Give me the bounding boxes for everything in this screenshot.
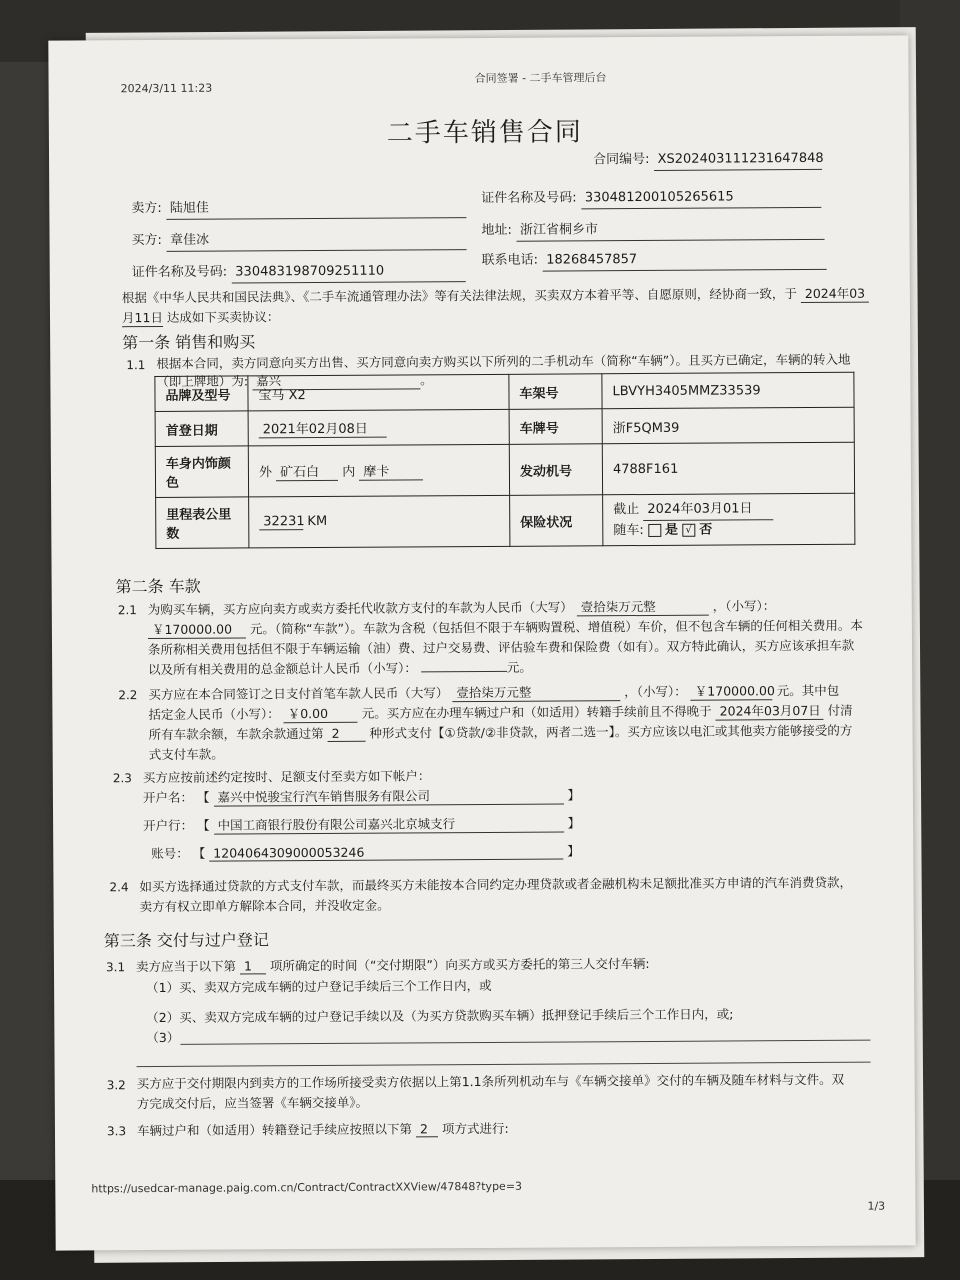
bracket-right: 】	[567, 787, 580, 803]
interior-color: 摩卡	[359, 460, 423, 480]
engine-label: 发动机号	[509, 444, 602, 496]
clause-2-2-number: 2.2	[118, 688, 138, 703]
delivery-option-3-label: （3）	[146, 1029, 180, 1046]
account-number-label: 账号：	[151, 845, 189, 862]
total-amount-blank[interactable]	[421, 671, 507, 673]
bank-name: 中国工商银行股份有限公司嘉兴北京城支行	[214, 814, 564, 835]
clause-2-2-amount: ￥170000.00	[691, 681, 773, 701]
address-row	[481, 218, 824, 242]
bank-label: 开户行：	[143, 817, 194, 834]
account-number-row	[151, 841, 580, 862]
clause-2-2-small-label: ，（小写）：	[624, 683, 687, 700]
bracket-right: 】	[567, 815, 581, 831]
deposit-amount: ￥0.00	[284, 704, 358, 723]
plate-value: 浙F5QM39	[602, 407, 854, 444]
contract-number-row	[593, 148, 822, 171]
engine-value: 4788F161	[602, 442, 854, 495]
plate-label: 车牌号	[509, 409, 602, 445]
no-checkbox-checked[interactable]: √	[682, 523, 695, 536]
vehicle-info-table	[154, 372, 855, 549]
delivery-item: 1	[240, 958, 266, 974]
exterior-color: 矿石白	[276, 461, 338, 481]
phone-label: 联系电话:	[481, 252, 539, 268]
vin-label: 车架号	[509, 374, 602, 410]
print-window-title: 合同签署 - 二手车管理后台	[474, 71, 607, 86]
vin-value: LBVYH3405MMZ33539	[602, 372, 854, 409]
intro-date-a: 2024年03	[801, 284, 869, 303]
clause-2-1-line-4	[148, 658, 532, 678]
color-label: 车身内饰颜色	[155, 446, 248, 498]
insurance-until-date: 2024年03月01日	[643, 499, 773, 521]
clause-2-2-text-1b: 元。其中包	[776, 682, 840, 699]
clause-2-1-text-4: 以及所有相关费用的总金额总计人民币（小写）：	[148, 660, 417, 678]
clause-3-2-number: 3.2	[106, 1078, 126, 1093]
intro-text: 根据《中华人民共和国民法典》、《二手车流通管理办法》等有关法律法规，买卖双方本着平等、自愿原则，经协商一致，于	[121, 286, 797, 306]
clause-1-1-text-2: （即上牌地）为:	[156, 373, 249, 389]
buyer-id: 330483198709251110	[231, 260, 465, 283]
address: 浙江省桐乡市	[516, 218, 824, 242]
insurance-label: 保险状况	[510, 495, 603, 547]
clause-3-1-number: 3.1	[105, 960, 126, 975]
mileage-value: 32231	[259, 514, 303, 530]
mileage-cell	[249, 495, 510, 548]
clause-2-2-text-3b: 种形式支付【①贷款/②非贷款，两者二选一】。买方应该以电汇或其他卖方能够接受的方	[369, 722, 853, 741]
clause-3-3-line-1	[137, 1119, 509, 1139]
clause-2-1-text-2: 元。（简称“车款”）。车款为含税（包括但不限于车辆购置税、增值税）车价，但不包含车辆的任何相关费用。本	[249, 617, 863, 637]
seller-label: 卖方:	[131, 200, 162, 217]
seller-id: 330481200105265615	[581, 186, 821, 209]
seller-id-label: 证件名称及号码:	[481, 190, 577, 206]
insurance-until-label: 截止	[613, 501, 640, 517]
bracket-left: 【	[192, 845, 206, 861]
insurance-cell	[603, 493, 855, 546]
clause-2-2-line-3	[148, 721, 852, 743]
clause-1-1-text: 根据本合同，卖方同意向买方出售、买方同意向卖方购买以下所列的二手机动车（简称“车辆”）。且买方已确定，车辆的转入地	[156, 351, 851, 371]
clause-3-3-text-1: 车辆过户和（如适用）转籍登记手续应按照以下第	[136, 1121, 413, 1139]
clause-2-4-text-2: 卖方有权立即单方解除本合同，并没收定金。	[139, 897, 390, 915]
mileage-label: 里程表公里数	[156, 497, 249, 549]
registration-label: 首登日期	[155, 411, 248, 447]
transfer-method-item: 2	[416, 1121, 438, 1137]
account-number: 1204064309000053246	[209, 844, 563, 862]
phone: 18268457857	[542, 248, 826, 272]
interior-label: 内	[342, 464, 356, 480]
contract-title: 二手车销售合同	[386, 117, 583, 149]
intro-text-2: 达成如下买卖协议：	[166, 309, 280, 325]
buyer-id-row	[132, 260, 466, 284]
clause-2-3-number: 2.3	[112, 771, 132, 786]
clause-2-2-text-3: 所有车款余额，车款余款通过第	[148, 725, 324, 743]
clause-2-3-text: 买方应按前述约定按时、足额支付至卖方如下帐户：	[142, 768, 431, 786]
clause-3-1-text-1: 卖方应当于以下第	[135, 958, 237, 975]
registration-value: 2021年02月08日	[259, 418, 387, 439]
clause-2-2-text-1: 买方应在本合同签订之日支付首笔车款人民币（大写）	[148, 685, 449, 703]
clause-2-4-text-1: 如买方选择通过贷款的方式支付车款，而最终买方未能按本合同约定办理贷款或者金融机构未足额批准买方申请的汽车消费贷款，	[139, 874, 853, 895]
print-timestamp: 2024/3/11 11:23	[120, 81, 213, 96]
clause-1-1-line-2: （即上牌地）为: 嘉兴 。	[156, 372, 433, 389]
print-url: https://usedcar-manage.paig.com.cn/Contract/ContractXXView/47848?type=3	[91, 1179, 523, 1196]
clause-2-1-line-1	[148, 596, 776, 619]
clause-2-2-text-2b: 元。买方应在办理车辆过户和（如适用）转籍手续前且不得晚于	[361, 703, 712, 721]
bracket-left: 【	[196, 789, 210, 805]
clause-2-1-amount: ￥170000.00	[148, 619, 246, 639]
clause-2-2-text-2c: 付清	[827, 702, 853, 718]
clause-1-1-number: 1.1	[126, 358, 146, 373]
buyer-name: 章佳冰	[166, 228, 466, 252]
buyer-label: 买方:	[131, 232, 162, 249]
payment-method: 2	[328, 726, 366, 742]
clause-3-2-text-2: 方完成交付后，应当签署《车辆交接单》。	[136, 1094, 369, 1112]
mileage-unit: KM	[307, 513, 328, 530]
address-label: 地址:	[481, 222, 512, 238]
seller-id-row	[481, 186, 821, 210]
section-2-title: 第二条 车款	[115, 576, 201, 597]
section-1-title: 第一条 销售和购买	[122, 332, 256, 353]
clause-2-2-text-4: 式支付车款。	[148, 746, 224, 763]
section-3-title: 第三条 交付与过户登记	[103, 930, 269, 951]
buyer-id-label: 证件名称及号码:	[131, 264, 228, 281]
contract-number-label: 合同编号:	[593, 151, 650, 168]
clause-2-1-amount-upper: 壹拾柒万元整	[577, 597, 709, 617]
contract-number: XS202403111231647848	[654, 148, 822, 171]
exterior-label: 外	[258, 465, 273, 481]
delivery-option-1: （1）买、卖双方完成车辆的过户登记手续后三个工作日内，或	[146, 977, 492, 996]
yes-checkbox[interactable]	[648, 523, 661, 536]
clause-2-1-text-3: 条所称相关费用包括但不限于车辆运输（油）费、过户交易费、评估验车费和保险费（如有）。双方特此确认，买方应该承担车款	[147, 637, 855, 658]
transfer-place: 嘉兴	[252, 370, 420, 390]
no-label: 否	[699, 522, 713, 538]
clause-2-4-number: 2.4	[109, 880, 129, 895]
bracket-left: 【	[197, 817, 210, 833]
clause-2-1-small-label: ，（小写）：	[712, 598, 776, 614]
seller-name: 陆旭佳	[166, 196, 466, 220]
intro-line-1	[122, 284, 869, 308]
contract-page	[48, 35, 915, 1250]
intro-date-b: 月11日	[121, 309, 163, 326]
registration-cell	[248, 409, 509, 446]
seller-row	[131, 196, 466, 220]
clause-2-2-amount-upper: 壹拾柒万元整	[452, 682, 620, 702]
account-name-label: 开户名：	[142, 789, 193, 806]
total-amount-unit: 元。	[506, 659, 532, 675]
delivery-option-3-blank-line	[180, 1040, 870, 1045]
clause-2-1-text-1: 为购买车辆，买方应向卖方或卖方委托代收款方支付的车款为人民币（大写）	[147, 599, 573, 618]
insurance-with-car-label: 随车:	[613, 522, 644, 538]
phone-row	[482, 248, 827, 272]
buyer-row	[131, 228, 466, 252]
clause-3-3-number: 3.3	[106, 1124, 127, 1139]
brand-label: 品牌及型号	[155, 376, 248, 412]
account-name-row	[143, 785, 580, 807]
clause-3-1-line-1	[136, 954, 650, 975]
clause-3-3-text-1b: 项方式进行:	[441, 1120, 509, 1137]
intro-line-2	[122, 307, 280, 327]
delivery-option-2: （2）买、卖双方完成车辆的过户登记手续以及（为买方贷款购买车辆）抵押登记手续后三个工作日内，或;	[146, 1006, 734, 1026]
page-number: 1/3	[867, 1199, 886, 1213]
brand-value: 宝马 X2	[248, 374, 509, 411]
color-cell	[248, 444, 509, 497]
bracket-right: 】	[567, 843, 580, 859]
clause-2-1-number: 2.1	[117, 603, 137, 618]
account-name: 嘉兴中悦骏宝行汽车销售服务有限公司	[213, 786, 563, 807]
payment-deadline: 2024年03月07日	[716, 701, 824, 721]
delivery-option-3-blank-line-2	[137, 1062, 871, 1067]
yes-label: 是	[664, 522, 679, 538]
clause-2-2-text-2: 括定金人民币（小写）：	[148, 706, 280, 723]
clause-3-1-text-1b: 项所确定的时间（“交付期限”）向买方或买方委托的第三人交付车辆:	[269, 955, 650, 974]
bank-row	[143, 813, 580, 835]
clause-3-2-text-1: 买方应于交付期限内到卖方的工作场所接受卖方依据以上第1.1条所列机动车与《车辆交接单》交付的车辆及随车材料与文件。双	[136, 1071, 845, 1092]
